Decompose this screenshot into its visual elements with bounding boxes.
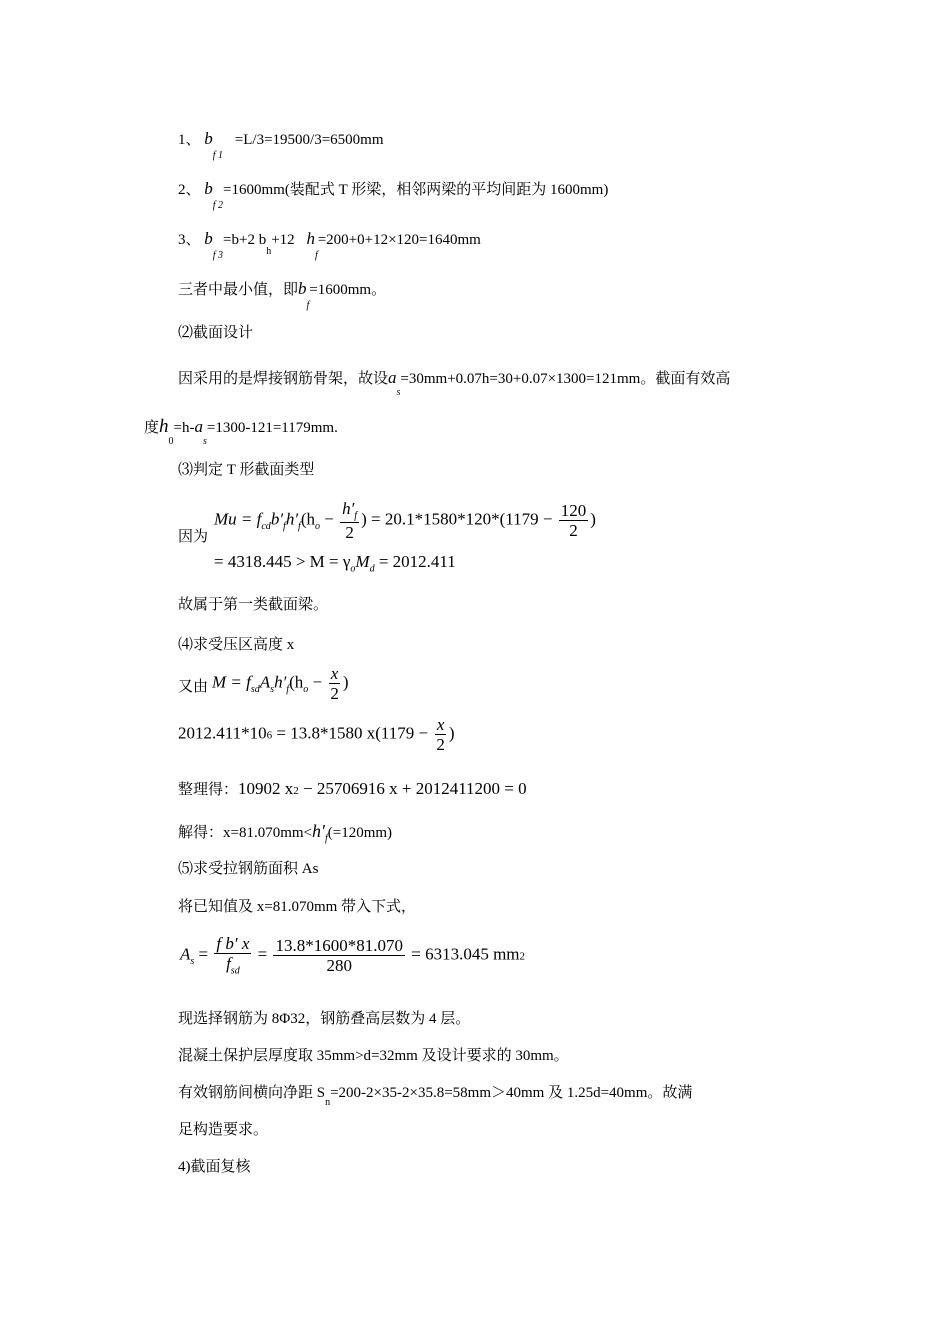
- symbol-a: a: [194, 417, 203, 436]
- paragraph-text: 度: [144, 420, 160, 436]
- fraction: [559, 502, 589, 539]
- paragraph: 故属于第一类截面梁。: [178, 597, 329, 613]
- equation-mu: [214, 500, 596, 541]
- subscript: n: [325, 1097, 331, 1108]
- eq-text: h′: [285, 509, 299, 529]
- equation-result: [214, 553, 456, 574]
- eq-text: ): [342, 672, 349, 692]
- subscript: s: [202, 436, 207, 447]
- formula-bf3: [178, 229, 481, 261]
- equation-as: [180, 935, 525, 976]
- eq-text: −: [308, 672, 327, 692]
- paragraph: [178, 1085, 693, 1108]
- subscript: o: [350, 563, 356, 575]
- eq-text: = 6313.045 mm: [406, 944, 520, 964]
- fraction-numerator: x: [330, 664, 339, 683]
- fraction-numerator: 13.8*1600*81.070: [275, 936, 403, 956]
- symbol-b: b: [204, 229, 213, 248]
- subscript: f: [298, 520, 301, 532]
- paragraph: 将已知值及 x=81.070mm 带入下式，: [178, 899, 417, 915]
- section-heading: 4)截面复核: [178, 1159, 251, 1175]
- symbol-b: b: [298, 279, 307, 298]
- subscript: f 3: [212, 250, 224, 261]
- formula-text: =200+0+12×120=1640mm: [317, 232, 481, 248]
- subscript: f: [324, 833, 328, 844]
- subscript: cd: [261, 520, 271, 532]
- subscript: s: [190, 955, 195, 967]
- paragraph-text: 因采用的是焊接钢筋骨架，故设: [178, 371, 389, 387]
- eq-text: = 2012.411: [374, 552, 456, 571]
- subscript: d: [369, 563, 375, 575]
- eq-text: M: [355, 552, 370, 571]
- subscript: sd: [250, 683, 260, 695]
- fraction-numerator: x: [436, 715, 445, 734]
- eq-text: − 25706916 x + 2012411200 = 0: [298, 779, 527, 798]
- fraction: [273, 937, 405, 974]
- symbol-b: b: [204, 179, 213, 198]
- eq-text: (h: [289, 672, 304, 692]
- paragraph-text: 整理得：: [178, 782, 239, 798]
- formula-text: =1600mm。: [309, 282, 387, 298]
- eq-text: ) = 20.1*1580*120*(1179 −: [361, 509, 557, 529]
- subscript: f 1: [212, 150, 224, 161]
- eq-text: A: [180, 944, 191, 964]
- fraction-denominator: f: [226, 954, 231, 973]
- fraction-denominator: 2: [330, 684, 339, 703]
- youyou-label: 又由: [178, 679, 209, 695]
- fraction-denominator: 2: [345, 523, 354, 543]
- section-heading: ⑷求受压区高度 x: [178, 637, 295, 653]
- fraction: [434, 716, 447, 753]
- fraction-denominator: 2: [436, 735, 445, 754]
- quadratic-line: [178, 780, 527, 798]
- yinwei-label: 因为: [178, 529, 209, 545]
- paragraph-text: =h-: [173, 420, 195, 436]
- fraction-numerator: f b′ x: [216, 934, 250, 953]
- symbol-h: h: [159, 416, 169, 437]
- eq-text: 2012.411*10: [178, 723, 267, 743]
- eq-text: b′: [270, 509, 284, 529]
- subscript: f: [354, 510, 358, 522]
- formula-bf2: [178, 179, 609, 211]
- eq-text: 10902 x: [238, 779, 294, 798]
- symbol-h: h: [306, 229, 315, 248]
- fraction-numerator: h′: [342, 499, 355, 518]
- paragraph-text: =30mm+0.07h=30+0.07×1300=121mm。截面有效高: [400, 371, 731, 387]
- eq-text: =: [194, 944, 213, 964]
- fraction: [328, 665, 341, 702]
- paragraph: [144, 416, 338, 447]
- eq-text: (h: [300, 509, 315, 529]
- symbol-h: h′: [312, 821, 325, 841]
- subscript: s: [270, 683, 275, 695]
- paragraph: [178, 368, 731, 398]
- eq-text: = 13.8*1580 x(1179 −: [272, 723, 433, 743]
- subscript: h: [266, 246, 272, 257]
- section-heading: ⑵截面设计: [178, 325, 254, 341]
- subscript: f: [283, 520, 286, 532]
- equation-moment: [212, 665, 349, 702]
- paragraph-text: =1300-121=1179mm.: [206, 420, 338, 436]
- eq-text: −: [319, 509, 339, 529]
- eq-text: ): [590, 509, 596, 529]
- paragraph-text: 三者中最小值，即: [178, 282, 299, 298]
- eq-text: ): [448, 723, 455, 743]
- subscript: o: [303, 683, 309, 695]
- symbol-b: b: [204, 129, 213, 148]
- eq-text: = 4318.445 > M = γ: [214, 552, 351, 571]
- equation-expanded: [178, 716, 455, 753]
- subscript: s: [396, 387, 401, 398]
- formula-text: =L/3=19500/3=6500mm: [234, 132, 384, 148]
- formula-bf1: [178, 129, 384, 161]
- eq-text: M = f: [212, 672, 251, 692]
- paragraph: 现选择钢筋为 8Φ32，钢筋叠高层数为 4 层。: [178, 1011, 471, 1027]
- fraction-denominator: 2: [569, 521, 578, 541]
- list-number: 1、: [178, 132, 201, 148]
- section-heading: ⑸求受拉钢筋面积 As: [178, 861, 319, 877]
- fraction: [214, 935, 251, 976]
- formula-text: =1600mm(装配式 T 形梁，相邻两梁的平均间距为 1600mm): [223, 182, 609, 198]
- solution-line: [178, 822, 392, 844]
- eq-text: A: [259, 672, 271, 692]
- formula-text: =b+2 b: [223, 232, 267, 248]
- section-heading: ⑶判定 T 形截面类型: [178, 462, 315, 478]
- eq-text: h′: [274, 672, 287, 692]
- paragraph-text: =200-2×35-2×35.8=58mm＞40mm 及 1.25d=40mm。故满: [330, 1085, 693, 1101]
- subscript: 0: [168, 436, 174, 447]
- min-value-line: [178, 279, 387, 311]
- list-number: 3、: [178, 232, 201, 248]
- subscript: o: [314, 520, 320, 532]
- fraction: [340, 500, 359, 541]
- superscript: 2: [519, 950, 526, 963]
- fraction-denominator: 280: [326, 956, 352, 976]
- subscript: f: [306, 300, 310, 311]
- paragraph-text: 有效钢筋间横向净距 S: [178, 1085, 326, 1101]
- paragraph: 混凝土保护层厚度取 35mm>d=32mm 及设计要求的 30mm。: [178, 1048, 569, 1064]
- paragraph-text: 解得：x=81.070mm<: [178, 825, 313, 841]
- formula-text: +12: [271, 232, 295, 248]
- list-number: 2、: [178, 182, 201, 198]
- subscript: sd: [230, 965, 240, 977]
- symbol-a: a: [388, 368, 397, 387]
- paragraph: 足构造要求。: [178, 1122, 269, 1138]
- subscript: f: [286, 683, 290, 695]
- fraction-numerator: 120: [560, 501, 587, 521]
- superscript: 6: [266, 729, 273, 742]
- paragraph-text: (=120mm): [327, 825, 393, 841]
- eq-text: Mu = f: [214, 509, 262, 529]
- subscript: f 2: [212, 200, 224, 211]
- eq-text: =: [253, 944, 272, 964]
- subscript: f: [314, 250, 318, 261]
- superscript: 2: [293, 785, 299, 797]
